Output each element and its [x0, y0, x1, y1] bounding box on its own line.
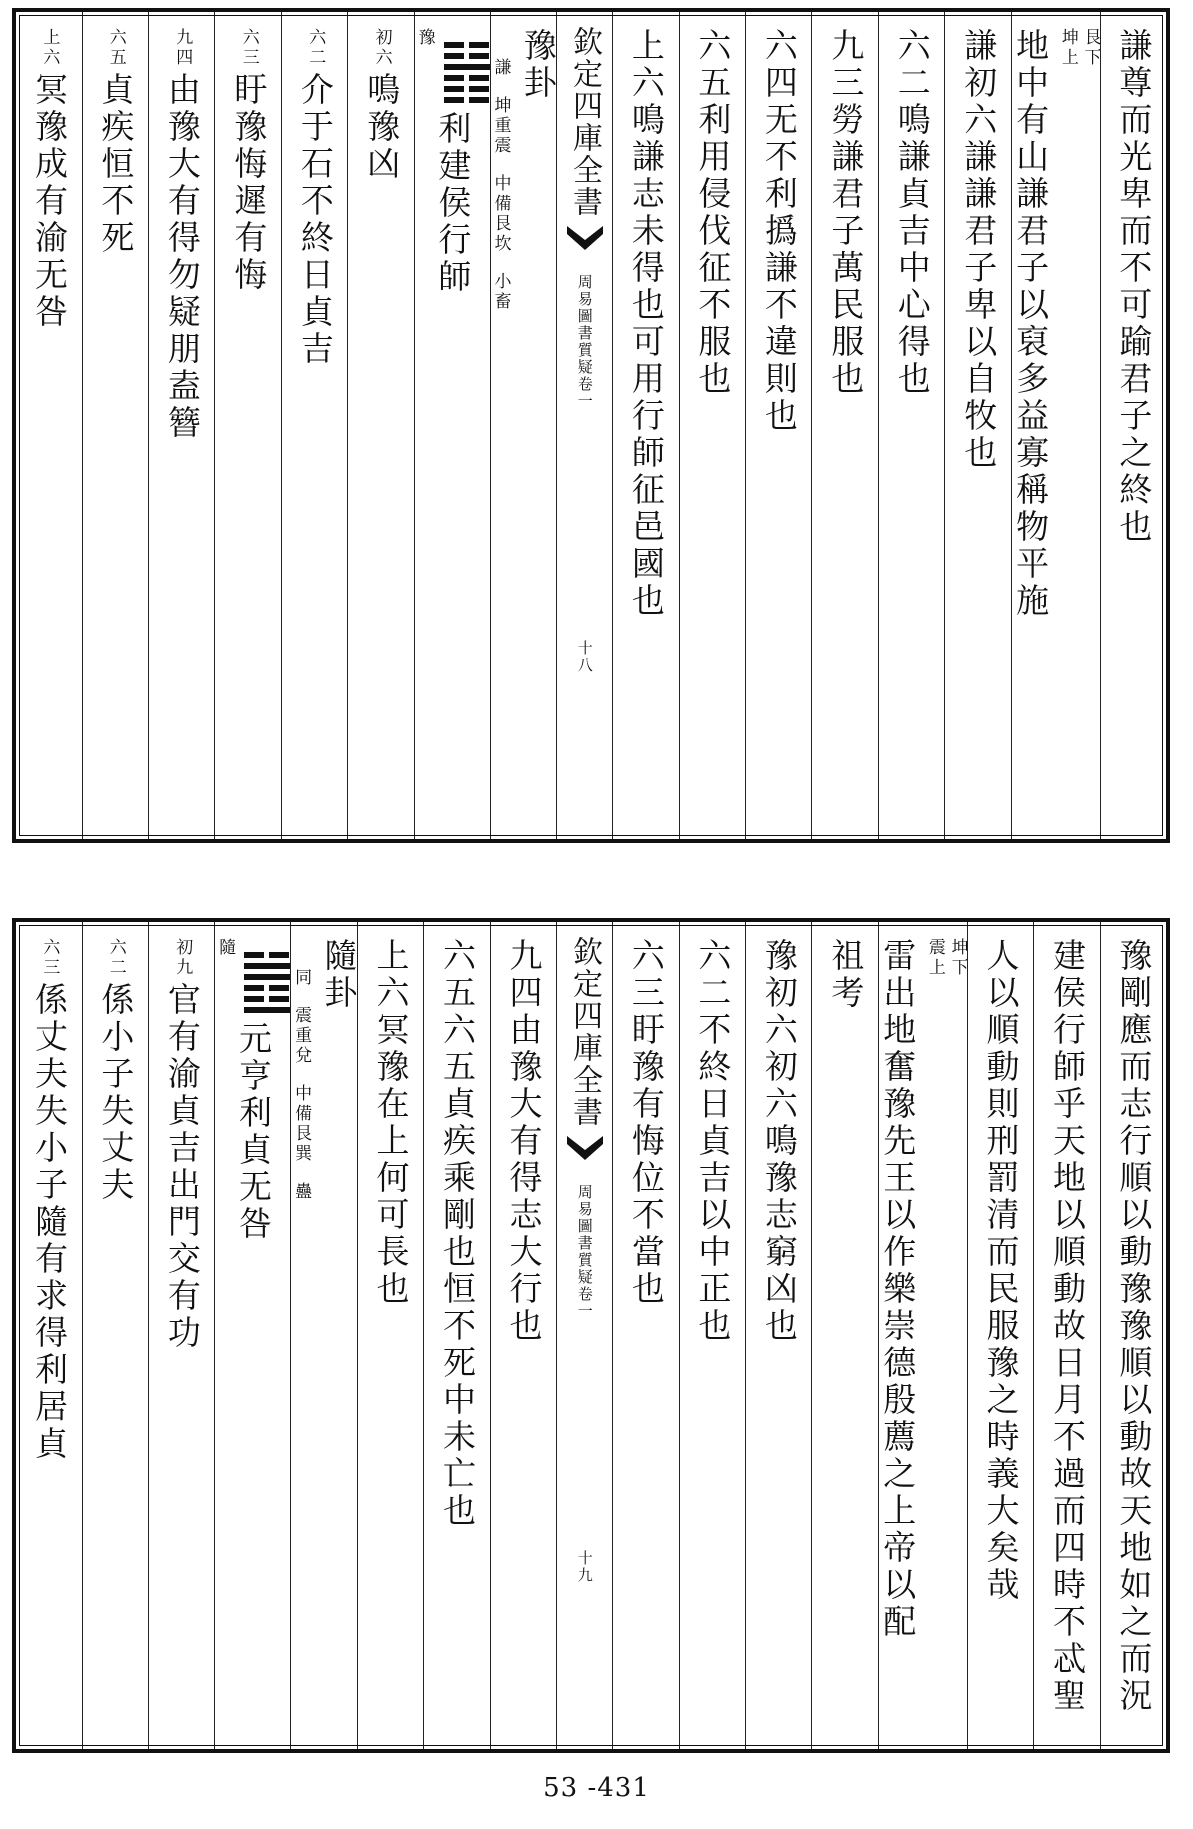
- column-text: 利建侯行師: [433, 111, 473, 296]
- column-15: [148, 12, 214, 839]
- fish-tail-mark-icon: [567, 1136, 603, 1176]
- column-text: 謙初六謙謙君子卑以自牧也: [959, 28, 999, 472]
- column-text: 官有渝貞吉出門交有功: [162, 982, 202, 1352]
- lower-trigram-label: 坤下: [947, 938, 968, 978]
- column-text: 係丈夫失小子隨有求得利居貞: [29, 982, 69, 1463]
- column-7: [679, 922, 745, 1749]
- column-text: 六五利用侵伐征不服也: [693, 28, 733, 398]
- column-text: 係小子失丈夫: [96, 982, 136, 1204]
- page-footer-number: 53 -431: [543, 1773, 650, 1803]
- column-text: 地中有山謙君子以裒多益寡稱物平施: [1011, 28, 1051, 620]
- hexagram-heading: 隨卦: [319, 938, 359, 1012]
- column-row: [415, 28, 490, 111]
- center-fold: [556, 922, 612, 1749]
- column-5: [811, 922, 877, 1749]
- hexagram-name: 豫: [414, 28, 435, 48]
- column-13: [290, 922, 359, 1749]
- line-position-mark: 六二: [105, 938, 126, 978]
- trigram-labels: [925, 938, 966, 978]
- note-composition: 震重兌: [291, 1006, 312, 1066]
- folio-number: 十九: [575, 1550, 594, 1584]
- column-3: [944, 12, 1010, 839]
- column-17: [16, 922, 81, 1749]
- note-counterpart: 小畜: [490, 272, 511, 312]
- column-text: 豫初六初六鳴豫志窮凶也: [759, 938, 799, 1345]
- column-row: [1012, 28, 1100, 620]
- column-17: [16, 12, 81, 839]
- column-text: 貞疾恒不死: [96, 72, 136, 257]
- book-series-title: 欽定四庫全書: [567, 936, 603, 1128]
- page-upper: [12, 8, 1170, 843]
- column-text: 介于石不終日貞吉: [295, 72, 335, 368]
- fish-tail-mark-icon: [567, 226, 603, 266]
- column-text: 六三盱豫有悔位不當也: [626, 938, 666, 1308]
- column-12: [347, 12, 413, 839]
- column-text: 建侯行師乎天地以順動故日月不過而四時不忒聖: [1047, 938, 1087, 1715]
- column-text: 六五六五貞疾乘剛也恒不死中未亡也: [437, 938, 477, 1530]
- center-fold: [556, 12, 612, 839]
- volume-number: 卷一: [575, 376, 594, 410]
- column-16: [82, 922, 148, 1749]
- note-inner: 中備艮巽: [291, 1084, 312, 1164]
- column-7: [679, 12, 745, 839]
- line-position-mark: 初六: [371, 28, 392, 68]
- column-text: 鳴豫凶: [362, 72, 402, 183]
- column-6: [745, 12, 811, 839]
- column-6: [745, 922, 811, 1749]
- column-text: 六二鳴謙貞吉中心得也: [892, 28, 932, 398]
- column-11: [423, 922, 489, 1749]
- trigram-labels: [1058, 28, 1099, 68]
- column-text: 元亨利貞无咎: [233, 1021, 273, 1243]
- note-counterpart: 蠱: [291, 1182, 312, 1202]
- column-3: [967, 922, 1033, 1749]
- column-text: 祖考: [826, 938, 866, 1012]
- note-inner: 中備艮坎: [490, 174, 511, 254]
- column-text: 人以順動則刑罰清而民服豫之時義大矣哉: [981, 938, 1021, 1604]
- column-4: [878, 922, 967, 1749]
- column-8: [612, 922, 678, 1749]
- column-text: 雷出地奮豫先王以作樂崇德殷薦之上帝以配: [878, 938, 918, 1641]
- column-13: [281, 12, 347, 839]
- hexagram-name: 隨: [215, 938, 236, 958]
- hexagram-symbol: [444, 28, 490, 111]
- page-lower: [12, 918, 1170, 1753]
- column-text: 盱豫悔遲有悔: [229, 72, 269, 294]
- hexagram-notes: [491, 58, 510, 312]
- line-position-mark: 九四: [172, 28, 193, 68]
- line-position-mark: 六三: [39, 938, 60, 978]
- book-title: 周易圖書質疑: [575, 274, 594, 376]
- hexagram-heading: 豫卦: [518, 28, 558, 102]
- folio-number: 十八: [575, 640, 594, 674]
- column-2: [1011, 12, 1100, 839]
- column-text: 謙尊而光卑而不可踰君子之終也: [1114, 28, 1154, 546]
- column-row: [879, 938, 967, 1641]
- hexagram-symbol: [244, 938, 290, 1021]
- column-text: 豫剛應而志行順以動豫豫順以動故天地如之而況: [1114, 938, 1154, 1715]
- column-2: [1033, 922, 1099, 1749]
- column-row: [491, 28, 556, 312]
- upper-trigram-label: 震上: [924, 938, 945, 978]
- line-position-mark: 上六: [39, 28, 60, 68]
- line-position-mark: 初九: [172, 938, 193, 978]
- column-1: [1100, 12, 1166, 839]
- hexagram-lines-icon: [244, 952, 290, 1013]
- column-12: [357, 922, 423, 1749]
- column-text: 九四由豫大有得志大行也: [504, 938, 544, 1345]
- line-position-mark: 六五: [105, 28, 126, 68]
- line-position-mark: 六二: [305, 28, 326, 68]
- column-10: [490, 922, 556, 1749]
- column-4: [878, 12, 944, 839]
- column-row: [215, 938, 290, 1021]
- column-11: [414, 12, 490, 839]
- column-14: [214, 922, 290, 1749]
- note-related: 謙: [490, 58, 511, 78]
- column-text: 六二不終日貞吉以中正也: [693, 938, 733, 1345]
- upper-trigram-label: 坤上: [1057, 28, 1078, 68]
- column-1: [1100, 922, 1166, 1749]
- column-text: 六四无不利撝謙不違則也: [759, 28, 799, 435]
- book-title: 周易圖書質疑: [575, 1184, 594, 1286]
- column-14: [214, 12, 280, 839]
- column-text: 上六鳴謙志未得也可用行師征邑國也: [626, 28, 666, 620]
- column-text: 由豫大有得勿疑朋盍簪: [162, 72, 202, 442]
- column-16: [82, 12, 148, 839]
- column-row: [291, 938, 359, 1202]
- line-position-mark: 六三: [238, 28, 259, 68]
- column-10: [490, 12, 556, 839]
- hexagram-notes: [291, 968, 310, 1202]
- column-15: [148, 922, 214, 1749]
- book-series-title: 欽定四庫全書: [567, 26, 603, 218]
- volume-number: 卷一: [575, 1286, 594, 1320]
- column-text: 冥豫成有渝无咎: [29, 72, 69, 331]
- column-text: 上六冥豫在上何可長也: [371, 938, 411, 1308]
- note-composition: 坤重震: [490, 96, 511, 156]
- hexagram-lines-icon: [444, 42, 490, 103]
- column-8: [612, 12, 678, 839]
- lower-trigram-label: 艮下: [1080, 28, 1101, 68]
- column-5: [811, 12, 877, 839]
- note-related: 同: [291, 968, 312, 988]
- column-text: 九三勞謙君子萬民服也: [826, 28, 866, 398]
